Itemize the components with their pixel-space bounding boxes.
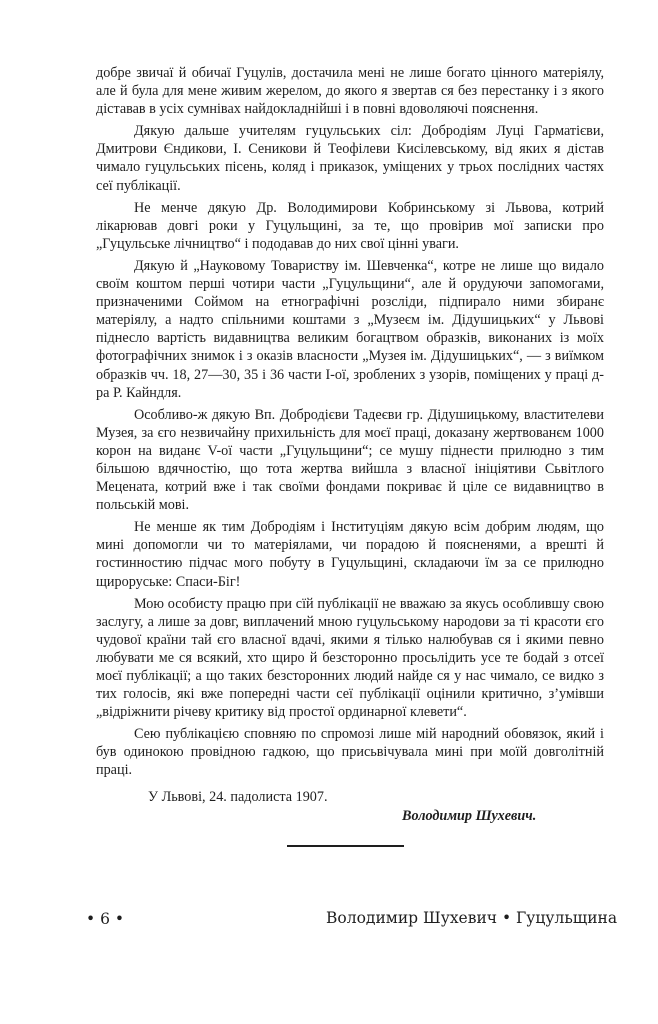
paragraph: добре звичаї й обичаї Гуцулів, достачила мені не лише богато цінного матеріялу, але й була для мене живим жерелом, до якого я звертав ся без перестанку і з якого діставав в усіх сумнівах найдокладнійші і в повні вдоволяючі пояснення. [96, 65, 604, 118]
section-divider [287, 845, 404, 847]
body-text [96, 64, 604, 784]
page-number: • 6 • [86, 910, 125, 928]
paragraph: Особливо-ж дякую Вп. Добродієви Тадеєви гр. Дідушицькому, властителеви Музея, за єго незвичайну прихильність для моєї праці, доказану жертвованєм 1000 корон на виданє V-ої части „Гуцульщини“; се мушу піднести прилюдно з тим більшою вдячностію, що тота жертва вийшла з власної ініціятиви Сьвітлого Мецената, котрий вже і так своїми фондами покриває й ціле се видавництво в польській мові. [96, 406, 604, 514]
running-title: Володимир Шухевич • Гуцульщина [326, 909, 618, 927]
paragraph: Дякую й „Науковому Товариству ім. Шевченка“, котре не лише що видало своїм коштом перші чотири части „Гуцульщини“, але й орудуючи запомогами, призначеними Соймом на етнографічні розсліди, підпирало ними збиранє матеріялу, а надто спільними коштами з „Музеєм ім. Дідушицьких“ у Львові піднесло вартість видавництва великим богацтвом образків, виконаних із моїх фотографічних знимок і з оказів власности „Музея ім. Дідушицьких“, — з виїмком образків чч. 18, 27—30, 35 і 36 части І-ої, зроблених з узорів, поміщених у праці д-ра Р. Кайндля. [96, 257, 604, 401]
place-date-line: У Львові, 24. падолиста 1907. [148, 789, 328, 805]
paragraph: Мою особисту працю при сїй публікації не вважаю за якусь особлившу свою заслугу, а лише за довг, виплачений мною гуцульському народови за ті красоти єго чудової країни тай єго власної вдачі, якими я тілько налюбував ся і якими певно любувати ме ся всякий, хто щиро й безсторонно просьлідить усе те бодай з отсеї моєї публікації; а що таких безсторонних людий найде ся у нас чимало, се видко з тих голосів, які вже попередні части сеї публікації оцінили критично, з’умівши „відріжнити річеву критику від простої ординарної клевети“. [96, 595, 604, 721]
author-signature: Володимир Шухевич. [402, 808, 537, 824]
paragraph: Не менче дякую Др. Володимирови Кобринському зі Львова, котрий лікарював довгі роки у Гуцульщині, за те, що провірив мої записки про „Гуцульське лічництво“ і пододавав до них свої цінні уваги. [96, 199, 604, 252]
paragraph: Не менше як тим Добродіям і Інституціям дякую всім добрим людям, що мині допомогли чи то матеріялами, чи порадою й поясненями, а врешті й гостинностию підчас мого побуту в Гуцульщині, складаючи їм за се прилюдно щироруське: Спаси-Біг! [96, 519, 604, 590]
paragraph: Сею публікацією сповняю по спромозі лише мій народний обовязок, який і був одинокою провідною гадкою, що присьвічувала мині при моїй довголітній праці. [96, 726, 604, 779]
paragraph: Дякую дальше учителям гуцульських сіл: Добродіям Луці Гарматієви, Дмитрови Єндикови, І. Сеникови й Теофілеви Кисілевському, від яких я дістав чимало гуцульських пісень, коляд і приказок, уміщених у трьох послідних частях сеї публікації. [96, 123, 604, 194]
